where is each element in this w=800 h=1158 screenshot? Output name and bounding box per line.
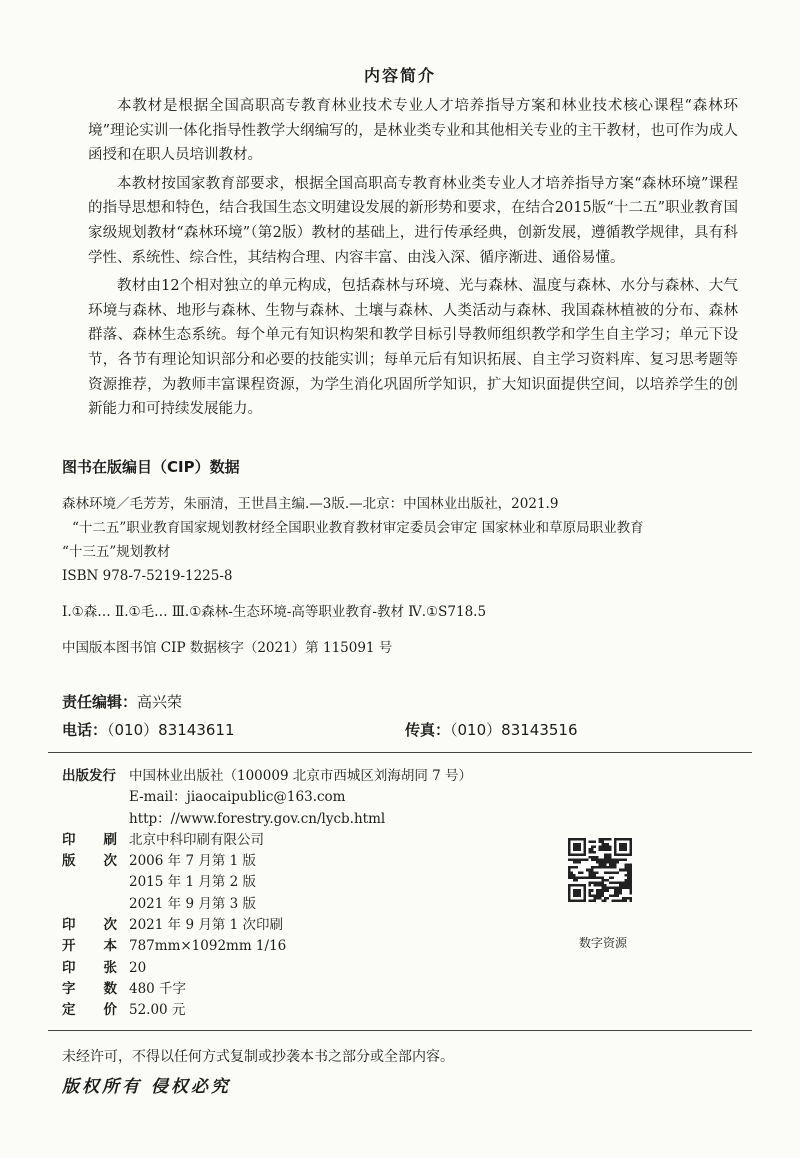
cip-number: 中国版本图书馆 CIP 数据核字（2021）第 115091 号 xyxy=(62,640,393,656)
divider xyxy=(48,1030,752,1031)
format-row xyxy=(62,936,582,957)
phone-line xyxy=(62,719,235,740)
edition-label: 版 次 xyxy=(62,853,117,870)
editor-line xyxy=(62,691,182,712)
publisher-website: http：//www.forestry.gov.cn/lycb.html xyxy=(129,810,386,827)
printer-label: 印 刷 xyxy=(62,831,117,848)
summary-paragraph: 本教材按国家教育部要求，根据全国高职高专教育林业类专业人才培养指导方案“森林环境”课程的指导思想和特色，结合我国生态文明建设发展的新形势和要求，在结合2015版“十二五”职业教育国家级规划教材“森林环境”（第2版）教材的基础上，进行传承经典，创新发展，遵循教学规律，具有科学性、系统性、综合性，其结构合理、内容丰富、由浅入深、循序渐进、通俗易懂。 xyxy=(88,175,738,266)
printer-value: 北京中科印刷有限公司 xyxy=(129,831,264,848)
cip-title: 图书在版编目（CIP）数据 xyxy=(62,458,240,476)
price-label: 定 价 xyxy=(62,1002,117,1019)
format-value: 787mm×1092mm 1/16 xyxy=(129,938,287,955)
publisher-label: 出版发行 xyxy=(62,768,116,784)
edition-row xyxy=(62,851,582,872)
publisher-row xyxy=(62,766,582,787)
summary-paragraph: 教材由12个相对独立的单元构成，包括森林与环境、光与森林、温度与森林、水分与森林、大气环境与森林、地形与森林、生物与森林、土壤与森林、人类活动与森林、我国森林植被的分布、森林群落、森林生态系统。每个单元有知识构架和教学目标引导教师组织教学和学生自主学习；单元下设节，各节有理论知识部分和必要的技能实训；每单元后有知识拓展、自主学习资料库、复习思考题等资源推荐，为教师丰富课程资源，为学生消化巩固所学知识，扩大知识面提供空间，以培养学生的创新能力和可持续发展能力。 xyxy=(88,278,738,418)
editor-label: 责任编辑： xyxy=(62,693,138,711)
publisher-value: 中国林业出版社（100009 北京市西城区刘海胡同 7 号） xyxy=(129,768,472,784)
publishing-info xyxy=(62,766,582,1022)
edition-value: 2021 年 9 月第 3 版 xyxy=(129,895,256,912)
summary-title: 内容简介 xyxy=(363,66,436,85)
fax-line xyxy=(405,719,578,740)
printing-label: 印 次 xyxy=(62,917,117,934)
phone-number: （010）83143611 xyxy=(107,721,235,739)
cip-isbn: ISBN 978-7-5219-1225-8 xyxy=(62,568,233,584)
cip-classification: Ⅰ.①森… Ⅱ.①毛… Ⅲ.①森林-生态环境-高等职业教育-教材 Ⅳ.①S718.5 xyxy=(62,604,487,620)
words-value: 480 千字 xyxy=(129,980,187,997)
fax-number: （010）83143516 xyxy=(450,721,578,739)
words-row xyxy=(62,979,582,1000)
summary-paragraph: 本教材是根据全国高职高专教育林业技术专业人才培养指导方案和林业技术核心课程“森林环境”理论实训一体化指导性教学大纲编写的，是林业类专业和其他相关专业的主干教材，也可作为成人函授和在职人员培训教材。 xyxy=(88,98,738,164)
sheets-value: 20 xyxy=(129,959,147,976)
divider xyxy=(48,752,752,753)
format-label: 开 本 xyxy=(62,938,117,955)
fax-label: 传真： xyxy=(405,721,451,739)
qr-code-icon[interactable] xyxy=(568,838,632,902)
price-value: 52.00 元 xyxy=(129,1002,186,1019)
printer-row xyxy=(62,830,582,851)
cip-series-line: “十二五”职业教育国家规划教材经全国职业教育教材审定委员会审定 国家林业和草原局职业教育 xyxy=(72,520,644,536)
cip-series-line-cont: “十三五”规划教材 xyxy=(62,544,171,560)
sheets-row xyxy=(62,958,582,979)
words-label: 字 数 xyxy=(62,980,117,997)
copyright-notice: 未经许可，不得以任何方式复制或抄袭本书之部分或全部内容。 xyxy=(62,1049,454,1065)
edition-value: 2015 年 1 月第 2 版 xyxy=(129,874,256,891)
sheets-label: 印 张 xyxy=(62,959,117,976)
printing-value: 2021 年 9 月第 1 次印刷 xyxy=(129,917,283,934)
cip-record xyxy=(62,492,762,660)
publisher-email: E-mail：jiaocaipublic@163.com xyxy=(129,789,346,806)
edition-value: 2006 年 7 月第 1 版 xyxy=(129,853,256,870)
editor-name: 高兴荣 xyxy=(137,693,183,711)
printing-row xyxy=(62,915,582,936)
price-row xyxy=(62,1000,582,1021)
phone-label: 电话： xyxy=(62,721,108,739)
rights-reserved: 版权所有 侵权必究 xyxy=(62,1077,231,1097)
qr-caption: 数字资源 xyxy=(578,936,627,950)
cip-bibliographic-line: 森林环境／毛芳芳，朱丽清，王世昌主编.—3版.—北京：中国林业出版社，2021.9 xyxy=(62,496,559,512)
summary-body xyxy=(88,94,738,426)
